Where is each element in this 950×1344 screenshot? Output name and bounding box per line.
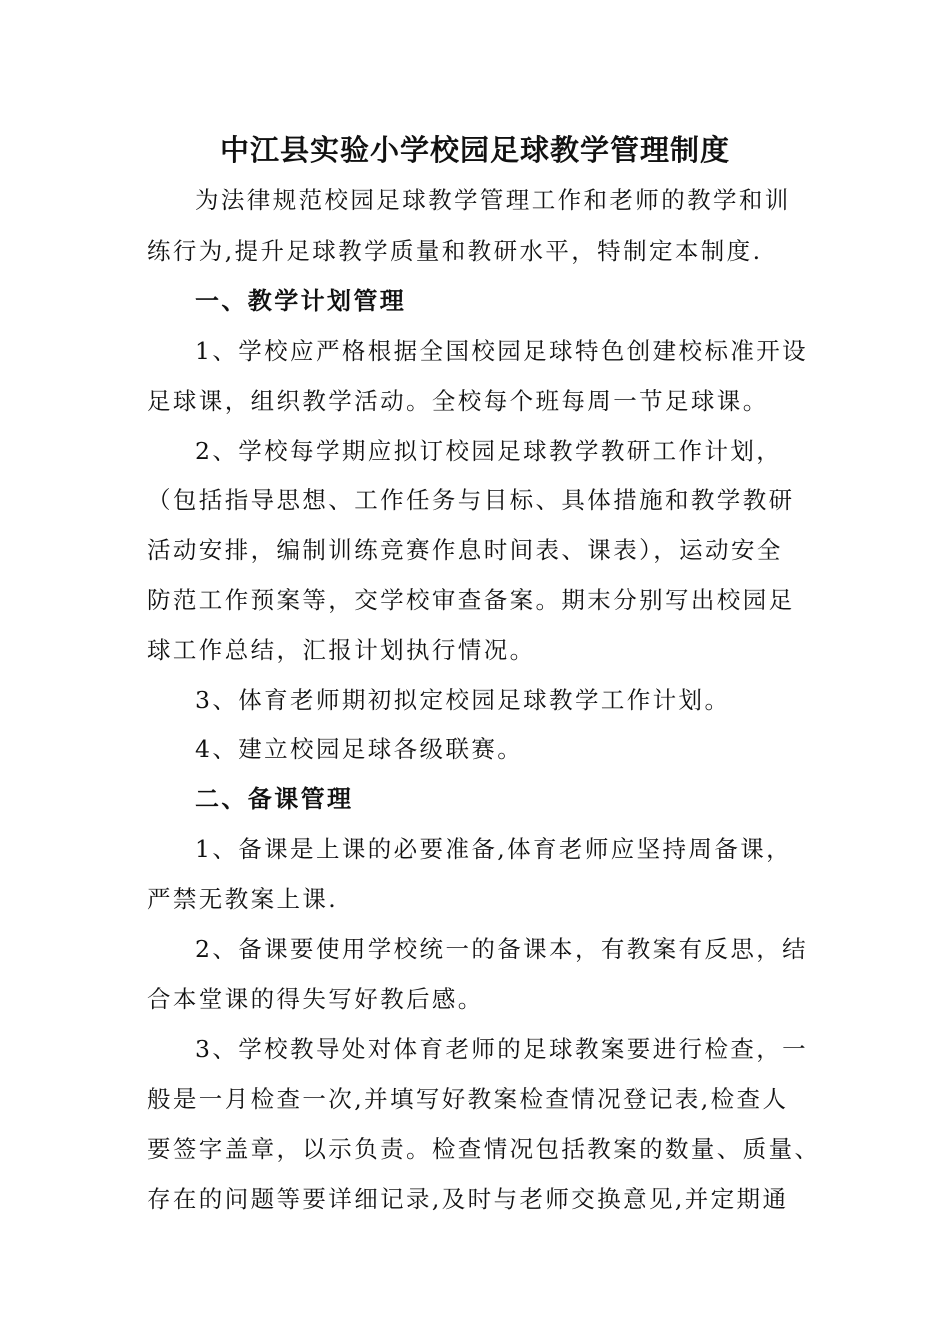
paragraph-line: 为法律规范校园足球教学管理工作和老师的教学和训 <box>195 186 791 214</box>
paragraph-line: 要签字盖章，以示负责。检查情况包括教案的数量、质量、 <box>147 1135 821 1163</box>
paragraph-line: 2、学校每学期应拟订校园足球教学教研工作计划， <box>195 437 783 465</box>
paragraph-line: 1、学校应严格根据全国校园足球特色创建校标准开设 <box>195 337 809 365</box>
paragraph-line: 3、体育老师期初拟定校园足球教学工作计划。 <box>195 686 731 714</box>
paragraph-line: 4、建立校园足球各级联赛。 <box>195 735 524 763</box>
paragraph-line: 存在的问题等要详细记录,及时与老师交换意见,并定期通 <box>147 1185 789 1213</box>
paragraph-line: 足球课，组织教学活动。全校每个班每周一节足球课。 <box>147 387 769 415</box>
paragraph-line: 防范工作预案等，交学校审查备案。期末分别写出校园足 <box>147 586 795 614</box>
paragraph-line: 合本堂课的得失写好教后感。 <box>147 985 484 1013</box>
paragraph-line: 活动安排，编制训练竞赛作息时间表、课表），运动安全 <box>147 536 783 564</box>
paragraph-line: （包括指导思想、工作任务与目标、具体措施和教学教研 <box>147 486 795 514</box>
paragraph-line: 严禁无教案上课. <box>147 885 339 913</box>
paragraph-line: 1、备课是上课的必要准备,体育老师应坚持周备课， <box>195 835 793 863</box>
paragraph-line: 练行为,提升足球教学质量和教研水平，特制定本制度. <box>147 237 763 265</box>
paragraph-line: 3、学校教导处对体育老师的足球教案要进行检查，一 <box>195 1035 809 1063</box>
document-title: 中江县实验小学校园足球教学管理制度 <box>219 133 730 167</box>
paragraph-line: 2、备课要使用学校统一的备课本，有教案有反思，结 <box>195 935 809 963</box>
section-heading-teaching-plan: 一、教学计划管理 <box>195 287 407 315</box>
paragraph-line: 般是一月检查一次,并填写好教案检查情况登记表,检查人 <box>147 1085 789 1113</box>
paragraph-line: 球工作总结，汇报计划执行情况。 <box>147 636 536 664</box>
section-heading-lesson-prep: 二、备课管理 <box>195 785 354 813</box>
